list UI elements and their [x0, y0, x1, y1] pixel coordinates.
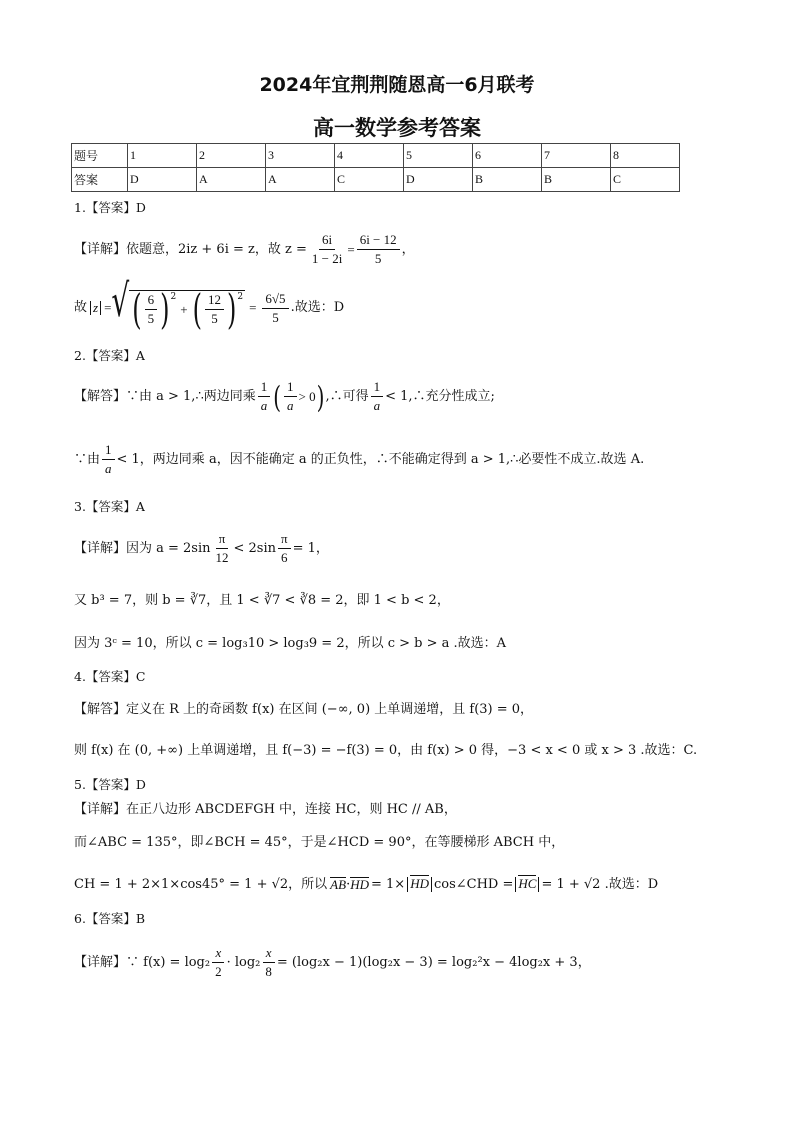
- fraction: $\frac{6i}{1 - 2i}$: [311, 232, 343, 267]
- modulus: HC: [515, 877, 539, 892]
- text: 故: [74, 300, 88, 316]
- fraction: $\frac{6√5}{5}$: [262, 292, 288, 326]
- fraction: $\frac{\pi}{6}$: [278, 532, 291, 566]
- q3-line-1: [74, 532, 329, 566]
- table-cell: 4: [335, 144, 404, 168]
- text: ·: [346, 876, 351, 892]
- table-cell: 6: [473, 144, 542, 168]
- text: ∵由: [74, 451, 101, 467]
- text: > 0: [298, 388, 316, 404]
- q3-line-2: 又 b³ = 7，则 b = ∛7，且 1 < ∛7 < ∛8 = 2，即 1 < b < 2，: [74, 593, 450, 608]
- q1-line-2: [74, 274, 345, 334]
- modulus: z: [90, 301, 101, 315]
- text: = 1×: [370, 876, 406, 892]
- q2-header: 2.【答案】A: [74, 348, 145, 363]
- q6-header: 6.【答案】B: [74, 911, 146, 926]
- text: < 2sin: [233, 540, 277, 556]
- text: = (log₂x − 1)(log₂x − 3) = log₂²x − 4log₂x + 3，: [276, 954, 591, 970]
- vector: AB: [330, 877, 347, 892]
- fraction: $\frac{1}{a}$: [284, 380, 297, 414]
- table-cell: 7: [542, 144, 611, 168]
- text: < 1，两边同乘 a，因不能确定 a 的正负性，∴不能确定得到 a > 1,∴必要性不成立.故选 A.: [116, 451, 645, 467]
- text: 【详解】依题意，2iz + 6i = z，故 z =: [74, 241, 307, 257]
- vector: HD: [350, 877, 369, 892]
- text: = 1，: [292, 540, 329, 556]
- q2-line-1: 【解答】∵由 a > 1,∴两边同乘 $\frac{1}{a}$ ( $\frac{1}{a}$ > 0 ) ,∴可得 $\frac{1}{a}$ < 1,∴充分性成立;: [74, 378, 495, 415]
- q5-line-3: [74, 877, 658, 892]
- text: · log₂: [226, 954, 261, 970]
- fraction: $\frac{1}{a}$: [258, 380, 271, 414]
- q1-line-1: [74, 233, 415, 267]
- text: =: [104, 300, 112, 316]
- table-cell: A: [197, 168, 266, 192]
- fraction: $\frac{1}{a}$: [102, 443, 115, 477]
- text: =: [249, 300, 257, 316]
- table-row-numbers: [72, 144, 680, 168]
- q3-header: 3.【答案】A: [74, 499, 145, 514]
- text: .故选：D: [290, 300, 345, 316]
- modulus: HD: [407, 877, 432, 892]
- q1-header: 1.【答案】D: [74, 200, 146, 215]
- fraction: $\frac{6i - 12}{5}$: [357, 233, 400, 267]
- table-cell: D: [128, 168, 197, 192]
- text: =: [347, 241, 355, 257]
- q4-line-1: 【解答】定义在 R 上的奇函数 f(x) 在区间 (−∞, 0) 上单调递增，且 f(3) = 0，: [74, 702, 534, 717]
- table-cell: 3: [266, 144, 335, 168]
- text: 【详解】因为 a = 2sin: [74, 540, 211, 556]
- text: CH = 1 + 2×1×cos45° = 1 + √2，所以: [74, 876, 328, 892]
- q5-line-1: 【详解】在正八边形 ABCDEFGH 中，连接 HC，则 HC // AB，: [74, 802, 457, 817]
- q6-line-1: [74, 946, 591, 980]
- table-cell: C: [611, 168, 680, 192]
- table-header-cell: 答案: [72, 168, 128, 192]
- text: ,∴可得: [325, 388, 369, 404]
- table-cell: B: [473, 168, 542, 192]
- exam-subtitle: 高一数学参考答案: [313, 116, 481, 140]
- text: cos∠CHD =: [433, 876, 514, 892]
- answer-table: [71, 143, 680, 192]
- table-cell: C: [335, 168, 404, 192]
- fraction: $\frac{x}{2}$: [212, 946, 225, 980]
- fraction: $\frac{6}{5}$: [145, 293, 158, 327]
- table-cell: B: [542, 168, 611, 192]
- fraction: $\frac{\pi}{12}$: [215, 531, 229, 566]
- table-cell: 2: [197, 144, 266, 168]
- q5-line-2: 而∠ABC = 135°，即∠BCH = 45°，于是∠HCD = 90°，在等腰梯形 ABCH 中，: [74, 835, 565, 850]
- fraction: $\frac{1}{a}$: [371, 380, 384, 414]
- fraction: $\frac{12}{5}$: [205, 293, 224, 327]
- text: 【解答】∵由 a > 1,∴两边同乘: [74, 388, 256, 404]
- text: 【详解】∵ f(x) = log₂: [74, 954, 211, 970]
- text: < 1,∴充分性成立;: [385, 388, 495, 404]
- q3-line-3: 因为 3ᶜ = 10，所以 c = log₃10 > log₃9 = 2，所以 c > b > a .故选：A: [74, 636, 507, 651]
- text: = 1 + √2 .故选：D: [541, 876, 659, 892]
- table-cell: 1: [128, 144, 197, 168]
- fraction: $\frac{x}{8}$: [262, 946, 275, 980]
- table-cell: 8: [611, 144, 680, 168]
- q4-header: 4.【答案】C: [74, 669, 146, 684]
- table-cell: A: [266, 168, 335, 192]
- table-row-answers: [72, 168, 680, 192]
- exam-title: 2024年宜荆荆随恩高一6月联考: [259, 74, 535, 96]
- q2-line-2: [74, 443, 644, 477]
- table-cell: D: [404, 168, 473, 192]
- q5-header: 5.【答案】D: [74, 777, 146, 792]
- table-cell: 5: [404, 144, 473, 168]
- q4-line-2: 则 f(x) 在 (0, +∞) 上单调递增，且 f(−3) = −f(3) = 0，由 f(x) > 0 得，−3 < x < 0 或 x > 3 .故选：C.: [74, 743, 698, 758]
- sqrt: √ ( $\frac{6}{5}$ ) $^2$ + ( $\frac{12}{5}$ ) $^2$: [111, 274, 244, 334]
- table-header-cell: 题号: [72, 144, 128, 168]
- text: ，: [401, 241, 415, 257]
